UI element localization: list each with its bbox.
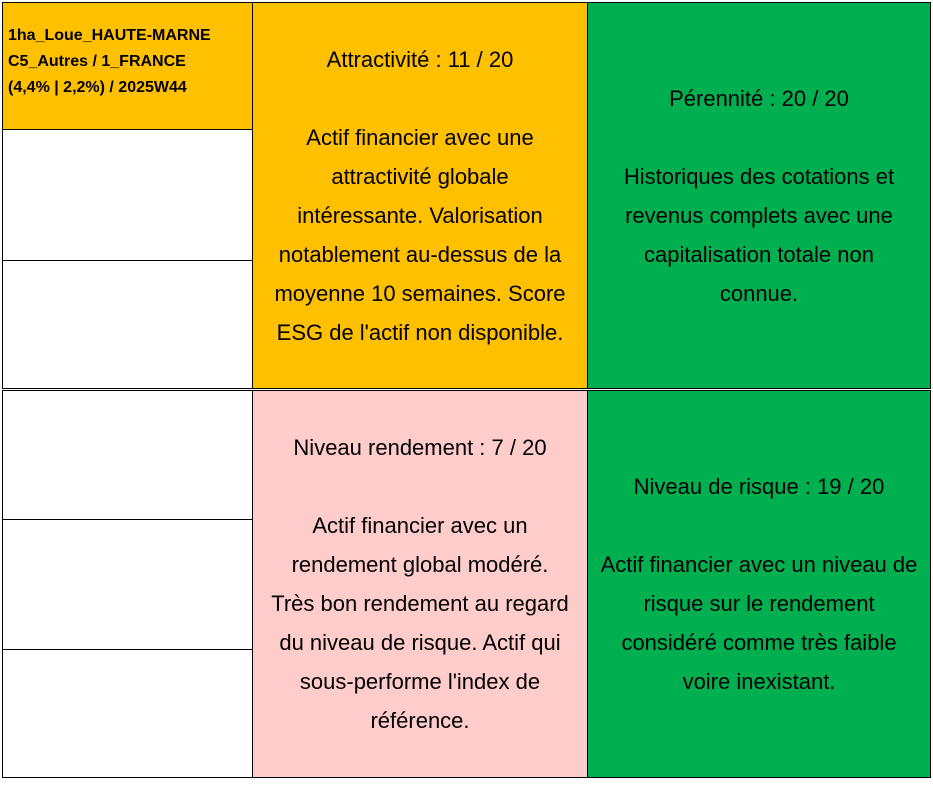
asset-period: (4,4% | 2,2%) / 2025W44 <box>8 79 187 96</box>
empty-cell[interactable] <box>2 649 253 778</box>
perennite-cell[interactable] <box>587 2 931 389</box>
rendement-cell[interactable] <box>252 390 588 778</box>
rendement-description: Actif financier avec un rendement global modéré. Très bon rendement au regard du niveau de risque. Actif qui sous-performe l'index de référence. <box>271 513 569 733</box>
attractivite-cell[interactable] <box>252 2 588 389</box>
empty-cell[interactable] <box>2 129 253 261</box>
perennite-title: Pérennité : 20 / 20 <box>669 85 849 111</box>
risque-description: Actif financier avec un niveau de risque sur le rendement considéré comme très faible voire inexistant. <box>600 552 918 694</box>
asset-header-cell[interactable] <box>2 2 253 130</box>
risque-cell[interactable] <box>587 390 931 778</box>
attractivite-description: Actif financier avec une attractivité globale intéressante. Valorisation notablement au-dessus de la moyenne 10 semaines. Score ESG de l'actif non disponible. <box>274 124 566 345</box>
attractivite-title: Attractivité : 11 / 20 <box>326 46 514 72</box>
asset-category: C5_Autres / 1_FRANCE <box>8 53 186 70</box>
rendement-title: Niveau rendement : 7 / 20 <box>293 435 547 460</box>
empty-cell[interactable] <box>2 519 253 650</box>
empty-cell[interactable] <box>2 390 253 520</box>
asset-name: 1ha_Loue_HAUTE-MARNE <box>8 27 211 44</box>
risque-title: Niveau de risque : 19 / 20 <box>633 474 885 499</box>
perennite-description: Historiques des cotations et revenus complets avec une capitalisation totale non connue. <box>623 163 895 306</box>
empty-cell[interactable] <box>2 260 253 389</box>
